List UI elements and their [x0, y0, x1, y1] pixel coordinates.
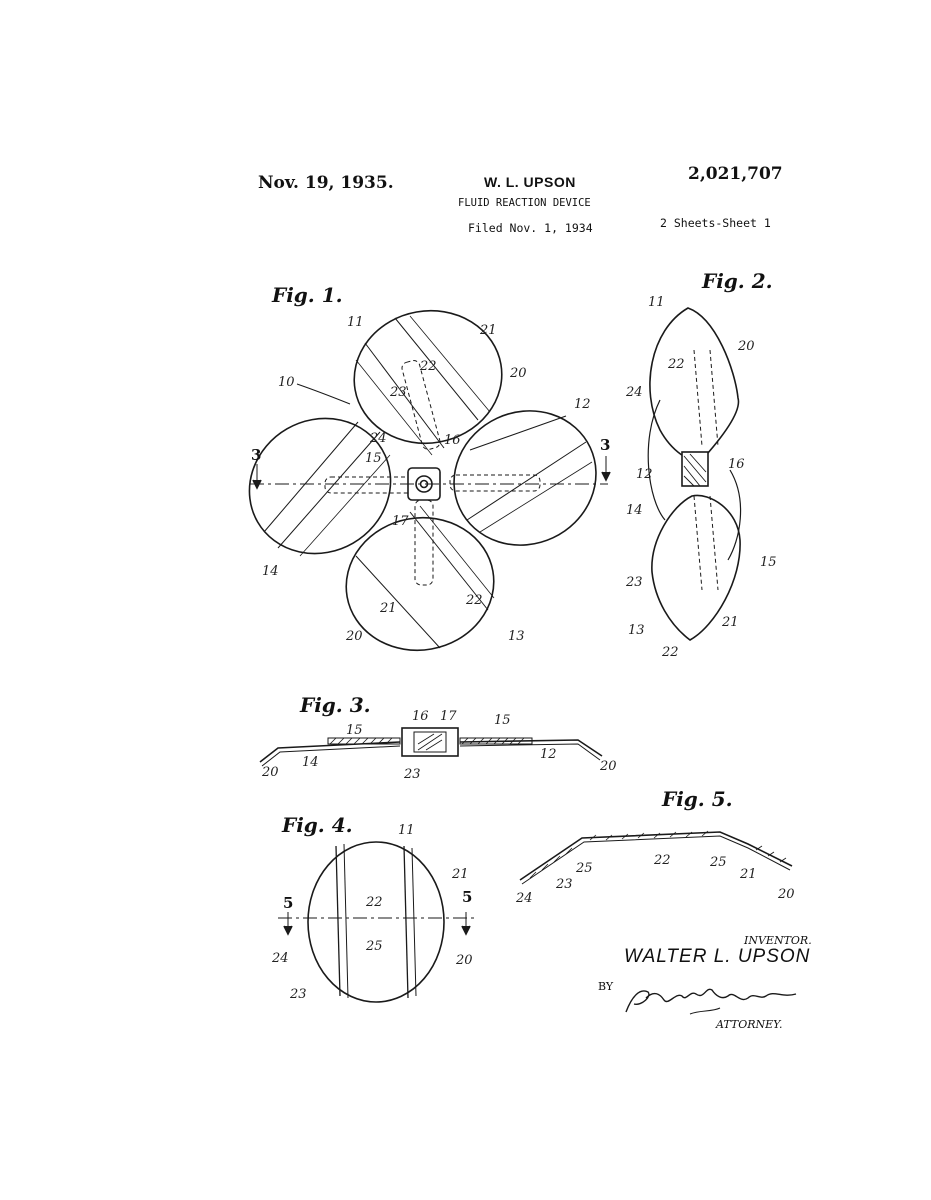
fig4-label: Fig. 4.	[282, 813, 353, 837]
fig3-ref-23: 23	[404, 767, 421, 782]
patent-title: FLUID REACTION DEVICE	[458, 197, 591, 209]
ref-17: 17	[392, 514, 409, 529]
fig4-ref-24: 24	[272, 951, 289, 966]
inventor-name: WALTER L. UPSON	[624, 946, 811, 967]
fig2-ref-11: 11	[648, 295, 665, 310]
fig2-ref-12: 12	[636, 467, 653, 482]
fig2-ref-13: 13	[628, 623, 645, 638]
ref-16: 16	[444, 433, 461, 448]
fig4-ref-11: 11	[398, 823, 415, 838]
fig2-ref-24: 24	[626, 385, 643, 400]
ref-20-bottom: 20	[346, 629, 363, 644]
fig3-ref-20-left: 20	[262, 765, 279, 780]
ref-22: 22	[420, 359, 437, 374]
fig4-ref-20: 20	[456, 953, 473, 968]
ref-21: 21	[480, 323, 497, 338]
fig5-ref-21: 21	[740, 867, 757, 882]
fig4-ref-22: 22	[366, 895, 383, 910]
fig1-label: Fig. 1.	[272, 283, 343, 307]
fig3-drawing	[260, 693, 617, 782]
fig4-drawing	[271, 813, 478, 1002]
section-mark-5-left: 5	[283, 894, 294, 912]
fig3-ref-15-right: 15	[494, 713, 511, 728]
fig3-ref-12: 12	[540, 747, 557, 762]
fig2-ref-22: 22	[668, 357, 685, 372]
fig2-ref-15: 15	[760, 555, 777, 570]
fig5-ref-25-left: 25	[576, 861, 593, 876]
fig5-drawing	[515, 787, 795, 906]
ref-14: 14	[262, 564, 279, 579]
fig2-ref-14: 14	[626, 503, 643, 518]
ref-10: 10	[278, 375, 295, 390]
ref-24: 24	[370, 431, 387, 446]
fig3-ref-17: 17	[440, 709, 457, 724]
blade-14	[225, 393, 416, 579]
blade-12	[432, 388, 618, 568]
ref-13: 13	[508, 629, 525, 644]
fig4-ref-21: 21	[452, 867, 469, 882]
fig2-ref-16: 16	[728, 457, 745, 472]
fig3-label: Fig. 3.	[300, 693, 371, 717]
ref-22-bottom: 22	[466, 593, 483, 608]
section-mark-3-right: 3	[600, 436, 611, 454]
fig2-ref-20: 20	[738, 339, 755, 354]
ref-15: 15	[365, 451, 382, 466]
blade-11-front	[308, 842, 444, 1002]
inventor-header: W. L. UPSON	[484, 174, 576, 190]
fig5-ref-24: 24	[516, 891, 533, 906]
fig5-label: Fig. 5.	[662, 787, 733, 811]
fig2-label: Fig. 2.	[702, 269, 773, 293]
ref-12: 12	[574, 397, 591, 412]
fig2-ref-21: 21	[722, 615, 739, 630]
patent-number: 2,021,707	[688, 164, 783, 184]
fig2-upper-blade	[650, 308, 739, 462]
sheet-count: 2 Sheets-Sheet 1	[660, 216, 771, 230]
fig1-drawing	[225, 283, 619, 662]
section-mark-3-left: 3	[251, 446, 262, 464]
fig3-ref-15-left: 15	[346, 723, 363, 738]
attorney-signature	[626, 989, 796, 1014]
fig2-ref-22-bottom: 22	[662, 645, 679, 660]
fig5-ref-22: 22	[654, 853, 671, 868]
fig4-ref-23: 23	[290, 987, 307, 1002]
fig3-ref-16: 16	[412, 709, 429, 724]
fig3-ref-20-right: 20	[600, 759, 617, 774]
ref-21-bottom: 21	[380, 601, 397, 616]
attorney-label: ATTORNEY.	[716, 1018, 783, 1031]
patent-date: Nov. 19, 1935.	[258, 173, 394, 193]
ref-20: 20	[510, 366, 527, 381]
fig5-ref-25-right: 25	[710, 855, 727, 870]
fig3-ref-14: 14	[302, 755, 319, 770]
fig5-ref-23: 23	[556, 877, 573, 892]
fig4-ref-25: 25	[366, 939, 383, 954]
fig3-right-arm	[460, 740, 602, 756]
by-label: BY	[598, 980, 614, 993]
ref-11: 11	[347, 315, 364, 330]
filed-date: Filed Nov. 1, 1934	[468, 221, 593, 235]
fig2-ref-23: 23	[626, 575, 643, 590]
section-mark-5-right: 5	[462, 888, 473, 906]
ref-23: 23	[390, 385, 407, 400]
fig5-ref-20: 20	[778, 887, 795, 902]
fig2-drawing	[625, 269, 777, 660]
inventor-label: INVENTOR.	[744, 934, 812, 947]
